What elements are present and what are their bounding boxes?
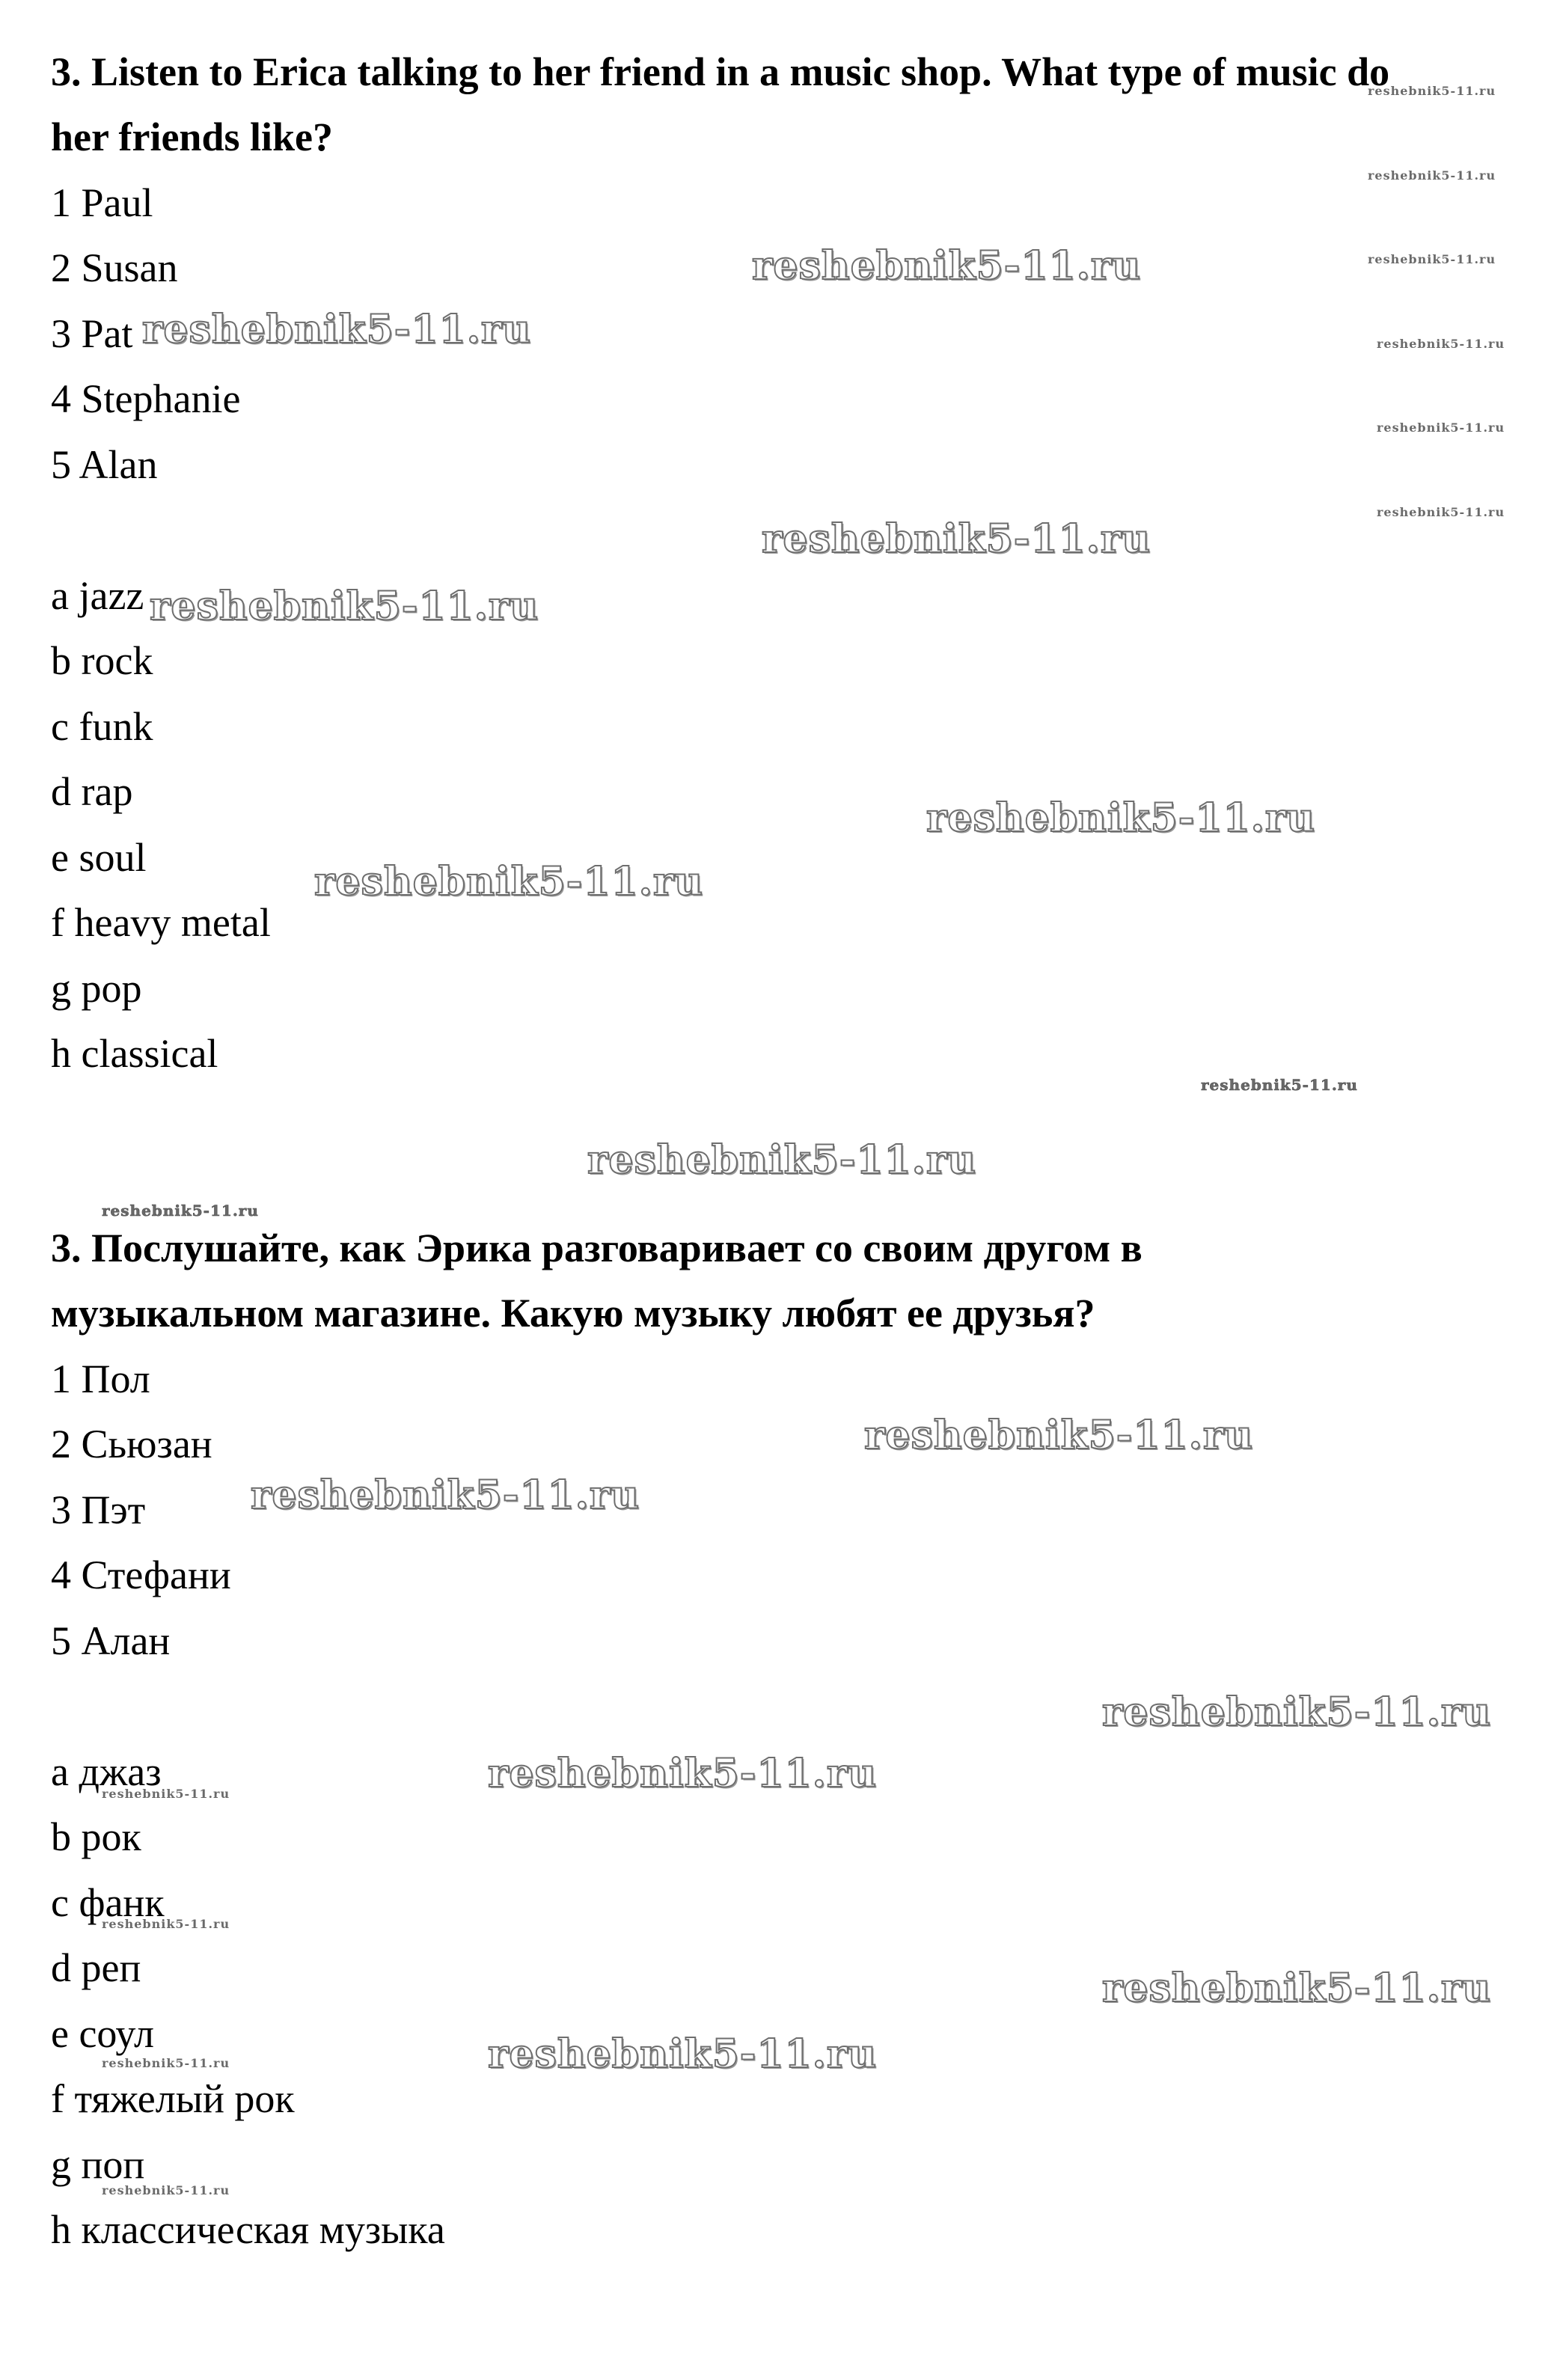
watermark: reshebnik5-11.ru <box>102 1202 259 1220</box>
watermark: reshebnik5-11.ru <box>102 2183 230 2197</box>
english-name-3: 3 Pat <box>51 311 133 356</box>
watermark: reshebnik5-11.ru <box>762 516 1151 562</box>
russian-name-3: 3 Пэт <box>51 1487 146 1532</box>
english-genre-c: c funk <box>51 704 153 749</box>
watermark: reshebnik5-11.ru <box>1102 1966 1492 2011</box>
watermark: reshebnik5-11.ru <box>1377 337 1505 351</box>
watermark: reshebnik5-11.ru <box>1377 505 1505 519</box>
russian-genre-d: d реп <box>51 1945 141 1990</box>
watermark: reshebnik5-11.ru <box>102 1787 230 1801</box>
russian-name-2: 2 Сьюзан <box>51 1422 212 1466</box>
russian-name-4: 4 Стефани <box>51 1552 231 1597</box>
russian-genre-c: c фанк <box>51 1880 165 1925</box>
russian-genre-e: e соул <box>51 2011 154 2056</box>
english-heading-line-1: 3. Listen to Erica talking to her friend in a music shop. What type of music do <box>51 49 1390 94</box>
watermark: reshebnik5-11.ru <box>752 243 1142 289</box>
russian-heading-line-2: музыкальном магазине. Какую музыку любят ее друзья? <box>51 1291 1095 1336</box>
watermark: reshebnik5-11.ru <box>251 1472 640 1518</box>
watermark: reshebnik5-11.ru <box>102 1917 230 1931</box>
english-genre-e: e soul <box>51 835 147 880</box>
russian-genre-b: b рок <box>51 1814 141 1859</box>
russian-genre-f: f тяжелый рок <box>51 2076 295 2121</box>
watermark: reshebnik5-11.ru <box>1102 1689 1492 1735</box>
english-genre-f: f heavy metal <box>51 900 271 945</box>
english-genre-d: d rap <box>51 769 133 814</box>
watermark: reshebnik5-11.ru <box>102 2056 230 2070</box>
russian-name-1: 1 Пол <box>51 1356 150 1401</box>
english-genre-a: a jazz <box>51 573 144 618</box>
english-heading-line-2: her friends like? <box>51 114 333 159</box>
english-name-2: 2 Susan <box>51 245 178 290</box>
english-genre-g: g pop <box>51 966 142 1011</box>
watermark: reshebnik5-11.ru <box>1368 252 1496 266</box>
watermark: reshebnik5-11.ru <box>314 859 704 905</box>
watermark: reshebnik5-11.ru <box>587 1137 977 1183</box>
watermark: reshebnik5-11.ru <box>488 2031 878 2077</box>
watermark: reshebnik5-11.ru <box>1368 168 1496 183</box>
watermark: reshebnik5-11.ru <box>1368 84 1496 98</box>
watermark: reshebnik5-11.ru <box>1377 420 1505 435</box>
english-name-4: 4 Stephanie <box>51 376 241 421</box>
english-name-5: 5 Alan <box>51 442 158 487</box>
russian-genre-h: h классическая музыка <box>51 2207 445 2252</box>
russian-genre-a: a джаз <box>51 1749 162 1794</box>
english-genre-h: h classical <box>51 1031 218 1076</box>
watermark: reshebnik5-11.ru <box>864 1413 1254 1458</box>
russian-heading-line-1: 3. Послушайте, как Эрика разговаривает со своим другом в <box>51 1226 1143 1270</box>
english-genre-b: b rock <box>51 638 153 683</box>
watermark: reshebnik5-11.ru <box>1201 1076 1358 1094</box>
watermark: reshebnik5-11.ru <box>926 795 1316 841</box>
watermark: reshebnik5-11.ru <box>142 307 532 352</box>
watermark: reshebnik5-11.ru <box>488 1751 878 1796</box>
english-name-1: 1 Paul <box>51 180 153 225</box>
russian-genre-g: g поп <box>51 2142 145 2187</box>
russian-name-5: 5 Алан <box>51 1618 171 1663</box>
watermark: reshebnik5-11.ru <box>150 584 539 629</box>
